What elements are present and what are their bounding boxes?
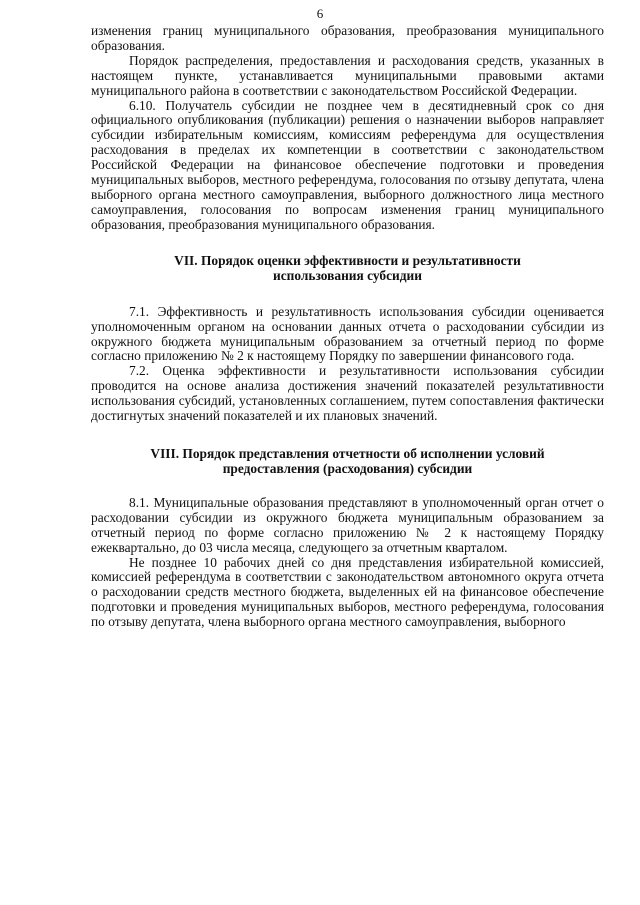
- section-heading-7-line1: VII. Порядок оценки эффективности и результативности: [174, 252, 521, 268]
- paragraph-distribution-procedure: Порядок распределения, предоставления и расходования средств, указанных в настоящем пункте, устанавливается муниципальными правовыми актами муниципального района в соответствии с законодательством Российской Федерации.: [91, 52, 604, 98]
- document-body: [91, 24, 604, 630]
- paragraph-reporting-deadline: Не позднее 10 рабочих дней со дня представления избирательной комиссией, комиссией референдума в соответствии с законодательством автономного округа отчета о расходовании средств местного бюджета, выделенных ей на финансовое обеспечение подготовки и проведения муниципальных выборов, местного референдума, голосования по отзыву депутата, члена выборного органа местного самоуправления, выборного: [91, 554, 604, 630]
- page-number: 6: [316, 6, 324, 21]
- section-heading-7-line2: использования субсидии: [273, 267, 422, 283]
- paragraph-6-10: 6.10. Получатель субсидии не позднее чем в десятидневный срок со дня официального опубликования (публикации) решения о назначении выборов направляет субсидии избирательным комиссиям, комиссиям референдума для осуществления расходования в пределах их компетенции в соответствии с законодательством Российской Федерации на финансовое обеспечение подготовки и проведения муниципальных выборов, местного референдума, голосования по отзыву депутата, члена выборного органа местного самоуправления, выборного должностного лица местного самоуправления, голосования по вопросам изменения границ муниципального образования, преобразования муниципального образования.: [91, 97, 604, 232]
- section-heading-7: [91, 253, 604, 283]
- paragraph-7-1: 7.1. Эффективность и результативность использования субсидии оценивается уполномоченным органом на основании данных отчета о расходовании субсидии из окружного бюджета муниципальным образованием за отчетный период по форме согласно приложению № 2 к настоящему Порядку по завершении финансового года.: [91, 303, 604, 364]
- paragraph-8-1: 8.1. Муниципальные образования представляют в уполномоченный орган отчет о расходовании субсидии из окружного бюджета муниципальным образованием за отчетный период по форме согласно приложению № 2 к настоящему Порядку ежеквартально, до 03 числа месяца, следующего за отчетным кварталом.: [91, 494, 604, 555]
- paragraph-7-2: 7.2. Оценка эффективности и результативности использования субсидии проводится на основе анализа достижения значений показателей результативности использования субсидий, установленных соглашением, путем сопоставления фактически достигнутых значений показателей и их плановых значений.: [91, 363, 604, 424]
- paragraph-continuation: изменения границ муниципального образования, преобразования муниципального образования.: [91, 23, 604, 53]
- section-heading-8-line2: предоставления (расходования) субсидии: [222, 460, 473, 476]
- section-heading-8-line1: VIII. Порядок представления отчетности об исполнении условий: [150, 445, 545, 461]
- section-heading-8: [91, 446, 604, 476]
